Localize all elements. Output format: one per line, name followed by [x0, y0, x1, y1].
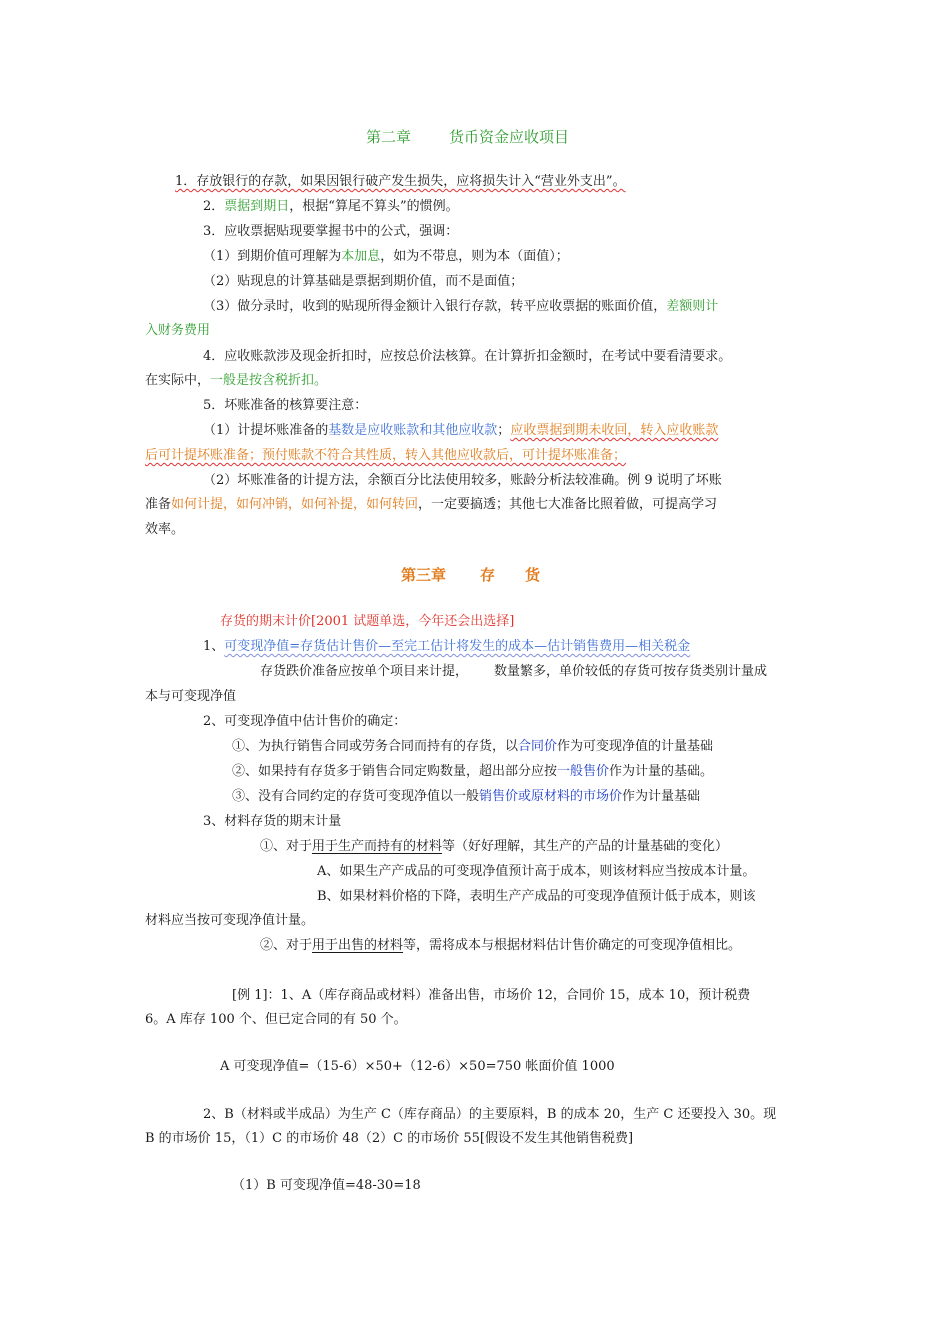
ch3-item-1-note: [260, 663, 767, 681]
ch2-item-4-highlight: 一般是按含税折扣。: [210, 373, 328, 388]
ch3-item-1: [203, 638, 690, 656]
chapter-2-name: 货币资金应收项目: [449, 128, 570, 146]
ch2-item-3: 3．应收票据贴现要掌握书中的公式，强调：: [203, 224, 459, 239]
chapter-3-number: 第三章: [401, 566, 447, 584]
example-1-calc: A 可变现净值=（15-6）×50+（12-6）×50=750 帐面价值 1000: [220, 1059, 615, 1074]
example-2-cont: B 的市场价 15，（1）C 的市场价 48（2）C 的市场价 55[假设不发生其他销售税费]: [145, 1131, 634, 1146]
ch3-item-1-note-cont: 本与可变现净值: [145, 689, 237, 704]
ch3-item-2-3-a: ③、没有合同约定的存货可变现净值以一般: [232, 789, 480, 804]
ch3-item-3-1-a: ①、对于: [260, 839, 313, 854]
ch2-item-5-1-blue: 基数是应收账款和其他应收款: [328, 423, 498, 438]
ch3-item-3-1-A: A、如果生产产成品的可变现净值预计高于成本，则该材料应当按成本计量。: [317, 864, 756, 879]
ch3-item-3-2-underlined: 用于出售的材料: [312, 938, 404, 953]
ch2-item-2-rest: ，根据“算尾不算头”的惯例。: [289, 199, 459, 214]
ch2-item-5-2-cont: [145, 496, 717, 514]
ch3-item-1-note-b: 数量繁多，单价较低的存货可按存货类别计量成: [494, 664, 768, 679]
ch3-item-2: 2、可变现净值中估计售价的确定：: [203, 714, 407, 729]
example-2-calc-1: （1）B 可变现净值=48-30=18: [232, 1178, 421, 1193]
ch3-item-2-2-a: ②、如果持有存货多于销售合同定购数量，超出部分应按: [232, 764, 558, 779]
ch3-subtitle: 存货的期末计价[2001 试题单选，今年还会出选择]: [220, 614, 515, 629]
ch3-item-3-1-c: 等（好好理解，其生产的产品的计量基础的变化）: [442, 839, 729, 854]
ch2-item-5-2-orange: 如何计提，如何冲销，如何补提，如何转回: [171, 497, 419, 512]
ch3-item-1-formula: 可变现净值=存货估计售价—至完工估计将发生的成本—估计销售费用—相关税金: [224, 639, 691, 654]
ch2-item-5-2-c: ，一定要搞透；其他七大准备比照着做，可提高学习: [418, 497, 718, 512]
ch2-item-5-2-a: 准备: [145, 497, 172, 512]
ch2-item-2-highlight: 票据到期日: [224, 199, 290, 214]
ch2-item-4: 4．应收账款涉及现金折扣时，应按总价法核算。在计算折扣金额时，在考试中要看清要求。: [203, 349, 732, 364]
ch3-item-3-1: [260, 838, 728, 856]
ch2-item-3-3-a: （3）做分录时，收到的贴现所得金额计入银行存款，转平应收票据的账面价值，: [203, 299, 667, 314]
ch2-item-5-1-sep: ；: [497, 423, 511, 438]
ch2-item-3-3-cont: 入财务费用: [145, 323, 211, 338]
chapter-3-title: [401, 566, 540, 584]
ch3-item-3-1-B: B、如果材料价格的下降，表明生产产成品的可变现净值预计低于成本，则该: [317, 889, 756, 904]
ch2-item-1: [175, 173, 626, 191]
ch2-item-3-3-highlight: 差额则计: [666, 299, 719, 314]
ch3-item-2-1: [232, 738, 713, 756]
ch3-item-3: 3、材料存货的期末计量: [203, 814, 342, 829]
ch3-item-3-1-underlined: 用于生产而持有的材料: [312, 839, 443, 854]
ch3-item-2-3-blue: 销售价或原材料的市场价: [479, 789, 623, 804]
ch3-item-3-1-B-cont: 材料应当按可变现净值计量。: [145, 913, 315, 928]
example-1-cont: 6。A 库存 100 个、但已定合同的有 50 个。: [145, 1012, 407, 1027]
ch2-item-3-1-highlight: 本加息: [341, 249, 381, 264]
ch3-item-2-1-a: ①、为执行销售合同或劳务合同而持有的存货，以: [232, 739, 519, 754]
ch3-item-2-1-c: 作为可变现净值的计量基础: [557, 739, 714, 754]
ch2-item-3-1-a: （1）到期价值可理解为: [203, 249, 342, 264]
ch2-item-4-cont-a: 在实际中，: [145, 373, 211, 388]
chapter-2-number: 第二章: [366, 128, 412, 146]
ch2-item-3-2: （2）贴现息的计算基础是票据到期价值，而不是面值；: [203, 274, 524, 289]
ch2-item-3-3: [203, 298, 718, 316]
example-1: [例 1]：1、A（库存商品或材料）准备出售，市场价 12，合同价 15，成本 10，预计税费: [232, 988, 751, 1003]
ch3-item-3-2: [260, 937, 741, 955]
ch3-item-2-2-blue: 一般售价: [557, 764, 610, 779]
ch2-item-5: 5．坏账准备的核算要注意：: [203, 398, 368, 413]
ch2-item-3-1: [203, 248, 569, 266]
ch2-item-5-1-cont-text: 后可计提坏账准备；预付账款不符合其性质，转入其他应收款后，可计提坏账准备；: [145, 448, 627, 463]
ch2-item-5-1-a: （1）计提坏账准备的: [203, 423, 329, 438]
chapter-3-name-a: 存: [480, 566, 496, 584]
ch2-item-3-1-c: ，如为不带息，则为本（面值）；: [380, 249, 569, 264]
ch2-item-1-text: 1．存放银行的存款，如果因银行破产发生损失，应将损失计入“营业外支出”。: [175, 174, 626, 189]
ch2-item-5-2-end: 效率。: [145, 522, 185, 537]
example-2: 2、B（材料或半成品）为生产 C（库存商品）的主要原料，B 的成本 20，生产 C 还要投入 30。现: [203, 1107, 777, 1122]
ch3-item-2-1-blue: 合同价: [518, 739, 558, 754]
ch2-item-5-1-orange: 应收票据到期未收回，转入应收账款: [510, 423, 719, 438]
ch2-item-4-cont: [145, 372, 327, 390]
ch3-item-2-3-c: 作为计量基础: [622, 789, 701, 804]
ch2-item-2: [203, 198, 459, 216]
ch2-item-2-num: 2．: [203, 199, 225, 214]
ch3-item-3-2-c: 等，需将成本与根据材料估计售价确定的可变现净值相比。: [403, 938, 742, 953]
ch3-item-1-note-a: 存货跌价准备应按单个项目来计提，: [260, 664, 469, 679]
ch2-item-5-1: [203, 422, 718, 440]
ch3-item-2-2: [232, 763, 713, 781]
ch2-item-5-1-cont: [145, 447, 626, 465]
ch2-item-5-2: （2）坏账准备的计提方法，余额百分比法使用较多，账龄分析法较准确。例 9 说明了坏账: [203, 473, 722, 488]
chapter-2-title: [366, 128, 569, 146]
ch3-item-2-3: [232, 788, 700, 806]
ch3-item-3-2-a: ②、对于: [260, 938, 313, 953]
ch3-item-1-num: 1、: [203, 639, 225, 654]
chapter-3-name-b: 货: [525, 566, 541, 584]
ch3-item-2-2-c: 作为计量的基础。: [609, 764, 714, 779]
